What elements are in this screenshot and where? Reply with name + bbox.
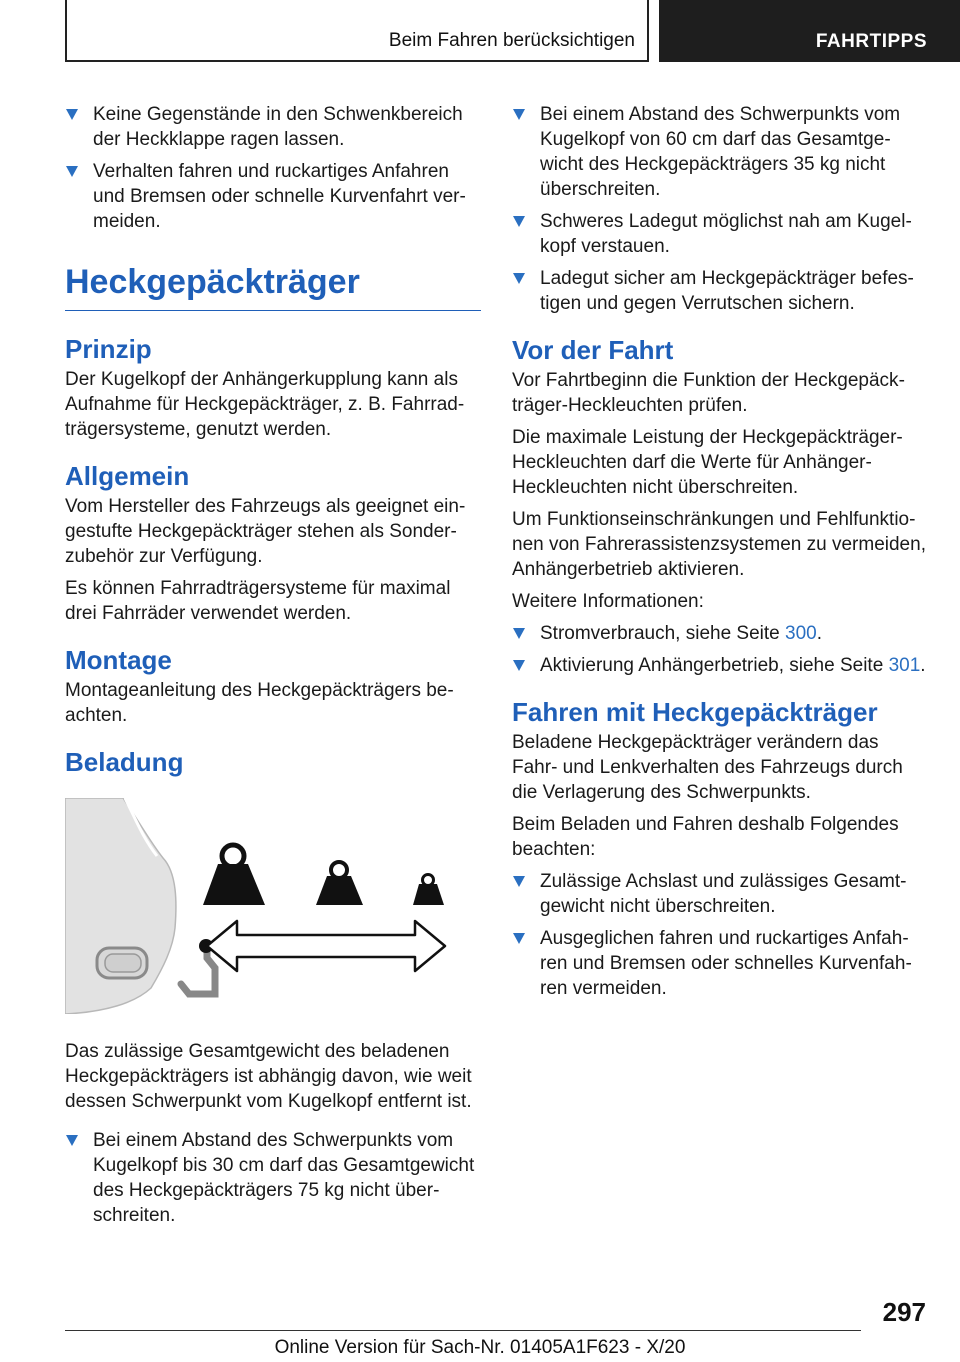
footer-online-version: Online Version für Sach-Nr. 01405A1F623 - X/20 bbox=[274, 1337, 686, 1358]
weight-large-icon bbox=[203, 845, 265, 905]
header-chapter-tab bbox=[659, 0, 960, 62]
footer-divider bbox=[65, 1330, 861, 1331]
bullet-triangle-icon bbox=[66, 166, 78, 177]
left-top-bullet-list bbox=[65, 102, 481, 234]
load-distance-illustration bbox=[65, 798, 473, 1014]
double-arrow-icon bbox=[207, 921, 445, 971]
heading-allgemein: Allgemein bbox=[65, 461, 190, 491]
paragraph: Die maximale Leistung der Heckgepäckträger-Heckleuchten darf die Werte für Anhänger-Heckleuchten nicht überschreiten. bbox=[512, 427, 903, 498]
right-top-bullet-list bbox=[512, 102, 926, 316]
header-section-box bbox=[65, 0, 649, 62]
paragraph: Um Funktionseinschränkungen und Fehlfunktionen von Fahrerassistenzsystemen zu vermeiden, Anhängerbetrieb aktivieren. bbox=[512, 509, 926, 580]
list-item: Ausgeglichen fahren und ruckartiges Anfahren und Bremsen oder schnelles Kurvenfahren vermeiden. bbox=[512, 926, 926, 1001]
paragraph: Das zulässige Gesamtgewicht des beladenen Heckgepäckträgers ist abhängig davon, wie weit dessen Schwerpunkt vom Kugelkopf entfernt ist. bbox=[65, 1041, 472, 1112]
heading-prinzip: Prinzip bbox=[65, 334, 152, 364]
header-chapter-title: FAHRTIPPS bbox=[815, 31, 927, 52]
right-column bbox=[512, 102, 926, 1015]
heading-fahren-mit-heckgepaecktraeger: Fahren mit Heckgepäckträger bbox=[512, 697, 878, 727]
bullet-triangle-icon bbox=[513, 109, 525, 120]
bullet-triangle-icon bbox=[513, 273, 525, 284]
bullet-triangle-icon bbox=[513, 660, 525, 671]
tow-bar-shape bbox=[181, 946, 215, 994]
heading-vor-der-fahrt: Vor der Fahrt bbox=[512, 335, 674, 365]
paragraph: Vor Fahrtbeginn die Funktion der Heckgepäckträger-Heckleuchten prüfen. bbox=[512, 370, 905, 416]
list-item: Schweres Ladegut möglichst nah am Kugelkopf verstauen. bbox=[512, 209, 926, 259]
left-column bbox=[65, 102, 481, 1242]
list-item: Verhalten fahren und ruckartiges Anfahren und Bremsen oder schnelle Kurvenfahrt vermeiden. bbox=[65, 159, 481, 234]
bullet-triangle-icon bbox=[513, 876, 525, 887]
list-item: Stromverbrauch, siehe Seite 300. bbox=[512, 621, 926, 646]
list-item: Aktivierung Anhängerbetrieb, siehe Seite 301. bbox=[512, 653, 926, 678]
heading-montage: Montage bbox=[65, 645, 172, 675]
info-link-list bbox=[512, 621, 926, 678]
paragraph: Montageanleitung des Heckgepäckträgers beachten. bbox=[65, 680, 454, 726]
list-item: Keine Gegenstände in den Schwenkbereich der Heckklappe ragen lassen. bbox=[65, 102, 481, 152]
right-bottom-bullet-list bbox=[512, 869, 926, 1001]
bullet-triangle-icon bbox=[66, 1135, 78, 1146]
paragraph: Beladene Heckgepäckträger verändern das Fahr- und Lenkverhalten des Fahrzeugs durch die Verlagerung des Schwerpunkts. bbox=[512, 732, 903, 803]
weight-small-icon bbox=[413, 875, 444, 906]
heading-beladung: Beladung bbox=[65, 747, 184, 777]
weight-medium-icon bbox=[316, 862, 363, 905]
car-bumper-shape bbox=[65, 798, 176, 1014]
bullet-triangle-icon bbox=[66, 109, 78, 120]
list-item: Zulässige Achslast und zulässiges Gesamtgewicht nicht überschreiten. bbox=[512, 869, 926, 919]
list-item: Ladegut sicher am Heckgepäckträger befestigen und gegen Verrutschen sichern. bbox=[512, 266, 926, 316]
paragraph: Der Kugelkopf der Anhängerkupplung kann als Aufnahme für Heckgepäckträger, z. B. Fahrradträgersysteme, genutzt werden. bbox=[65, 369, 465, 440]
paragraph: Beim Beladen und Fahren deshalb Folgendes beachten: bbox=[512, 814, 899, 860]
paragraph: Es können Fahrradträgersysteme für maximal drei Fahrräder verwendet werden. bbox=[65, 578, 451, 624]
page-ref-link-300[interactable]: 300 bbox=[785, 623, 817, 644]
list-item: Bei einem Abstand des Schwerpunkts vom Kugelkopf bis 30 cm darf das Gesamtgewicht des Heckgepäckträgers 75 kg nicht überschreiten. bbox=[65, 1128, 481, 1228]
paragraph: Weitere Informationen: bbox=[512, 591, 704, 612]
bullet-triangle-icon bbox=[513, 628, 525, 639]
bullet-triangle-icon bbox=[513, 933, 525, 944]
left-bottom-bullet-list bbox=[65, 1128, 481, 1228]
page-title: Heckgepäckträger bbox=[65, 262, 481, 311]
page-ref-link-301[interactable]: 301 bbox=[888, 655, 921, 676]
paragraph: Vom Hersteller des Fahrzeugs als geeignet eingestufte Heckgepäckträger stehen als Sonderzubehör zur Verfügung. bbox=[65, 496, 466, 567]
page-number: 297 bbox=[882, 1297, 926, 1327]
header-section-title: Beim Fahren berücksichtigen bbox=[388, 30, 635, 51]
bullet-triangle-icon bbox=[513, 216, 525, 227]
list-item: Bei einem Abstand des Schwerpunkts vom Kugelkopf von 60 cm darf das Gesamtgewicht des Heckgepäckträgers 35 kg nicht überschreiten. bbox=[512, 102, 926, 202]
